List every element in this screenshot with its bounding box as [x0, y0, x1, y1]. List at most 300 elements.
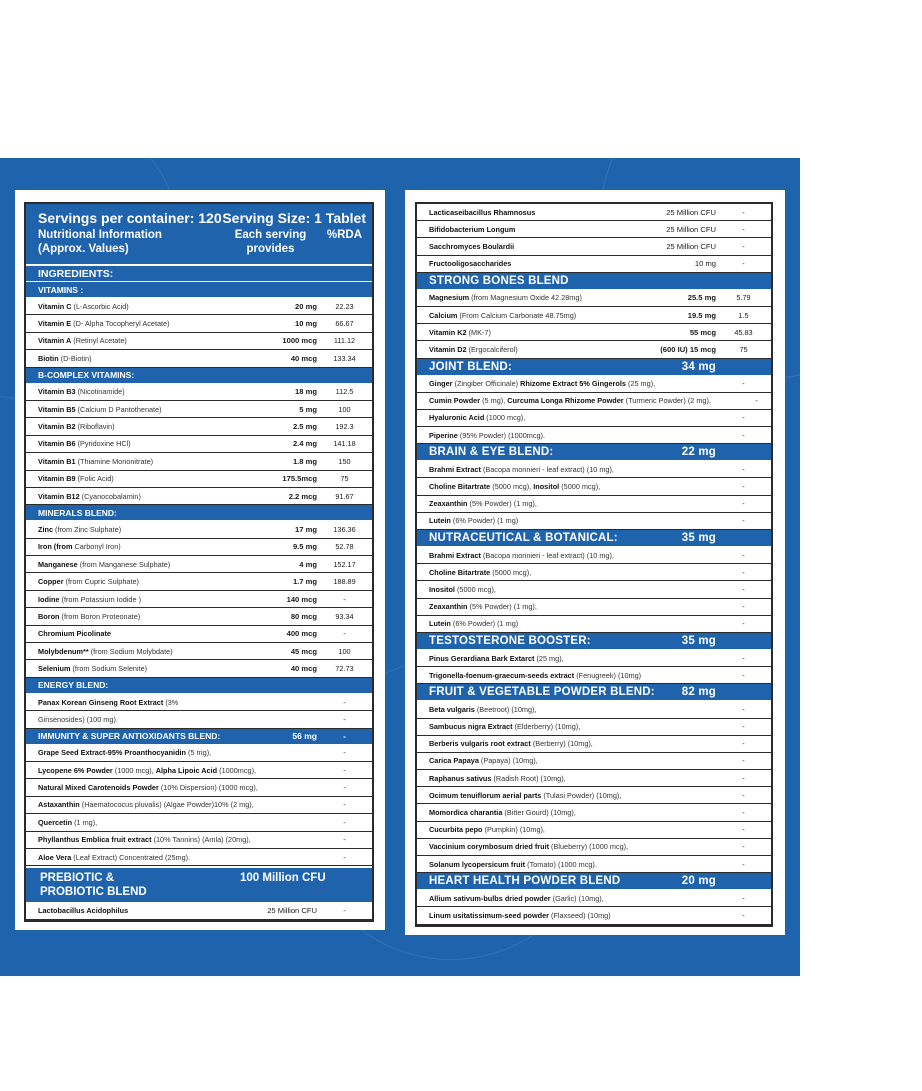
ingredient-name — [429, 396, 711, 405]
rda-value: 188.89 — [333, 577, 356, 587]
table-row — [417, 822, 771, 839]
rda-value: - — [742, 859, 745, 869]
ingredient-bold-text: Vitamin B6 — [38, 439, 76, 449]
rda-value: 75 — [340, 474, 349, 484]
section-heading — [417, 359, 771, 376]
ingredient-name — [38, 647, 257, 656]
ingredient-name — [38, 906, 257, 915]
ingredients-label: INGREDIENTS: — [38, 267, 114, 280]
amount-per-serving: 20 mg — [295, 301, 317, 311]
section-heading — [417, 684, 771, 701]
ingredient-name — [38, 783, 258, 792]
ingredient-bold-text: Quercetin — [38, 817, 73, 827]
rda-value: - — [343, 800, 346, 810]
amount-per-serving: 25 Million CFU — [666, 224, 716, 234]
ingredient-name — [38, 698, 257, 707]
ingredient-bold-text: Piperine — [429, 430, 458, 440]
rda-value: - — [742, 482, 745, 492]
table-row — [417, 890, 771, 907]
ingredient-bold-text: Iodine — [38, 594, 60, 604]
ingredient-name — [429, 242, 656, 251]
table-row — [417, 496, 771, 513]
rda-value: - — [343, 697, 346, 707]
ingredient-detail-text: (from Potassium Iodide ) — [59, 594, 142, 604]
ingredient-bold-text: Vitamin B1 — [38, 456, 76, 466]
ingredient-detail-text: (10% Tannins) (Amla) (20mg), — [151, 835, 251, 845]
ingredient-name — [429, 911, 656, 920]
ingredient-detail-text: (Bitter Gourd) (10mg), — [502, 808, 576, 818]
ingredient-detail-text: (1000 mcg), — [112, 765, 156, 775]
ingredient-detail-text: (Blueberry) (1000 mcg), — [549, 842, 629, 852]
ingredient-name — [38, 715, 257, 724]
provides-label: provides — [246, 243, 295, 255]
each-serving-label: Each serving — [234, 229, 307, 241]
section-title: JOINT BLEND: — [429, 360, 512, 373]
ingredient-bold-text: Vitamin C — [38, 301, 72, 311]
table-row — [26, 573, 372, 590]
ingredient-bold-text: Choline Bitartrate — [429, 482, 491, 492]
rda-value: - — [742, 739, 745, 749]
ingredient-name — [38, 542, 257, 551]
rda-value: 22.23 — [335, 301, 354, 311]
table-row — [26, 779, 372, 796]
ingredient-name — [429, 808, 656, 817]
ingredient-name — [38, 525, 257, 534]
ingredient-name — [38, 835, 257, 844]
table-row — [26, 539, 372, 556]
ingredients-heading — [26, 266, 372, 282]
ingredient-name — [429, 208, 656, 217]
table-row — [417, 376, 771, 393]
ingredient-bold-text: Lycopene 6% Powder — [38, 765, 113, 775]
ingredient-detail-text: (6% Powder) (1 mg) — [450, 619, 519, 629]
amount-per-serving: 9.5 mg — [292, 542, 317, 552]
table-row — [417, 804, 771, 821]
ingredient-detail-text: (10% Dispersion) (1000 mcg), — [158, 783, 258, 793]
ingredient-bold-text: Brahmi Extract — [429, 550, 481, 560]
section-title: BRAIN & EYE BLEND: — [429, 446, 554, 459]
ingredient-detail-text: (Tulasi Powder) (10mg), — [541, 790, 622, 800]
ingredient-name — [429, 894, 656, 903]
table-row — [417, 701, 771, 718]
table-row — [26, 521, 372, 538]
ingredient-name — [429, 739, 656, 748]
ingredient-detail-text: (Flaxseed) (10mg) — [549, 910, 611, 920]
section-amount: 82 mg — [681, 686, 716, 699]
rda-value: - — [343, 783, 346, 793]
ingredient-bold-text: Rhizome Extract 5% Gingerols — [520, 379, 626, 389]
rda-value: - — [742, 756, 745, 766]
ingredient-name — [429, 671, 656, 680]
section-heading — [26, 729, 372, 745]
table-row — [417, 616, 771, 633]
rda-value: - — [343, 748, 346, 758]
ingredient-bold-text: Iron (from — [38, 542, 73, 552]
rda-value: 152.17 — [333, 559, 356, 569]
ingredient-detail-text: (Ergocalciferol) — [466, 344, 518, 354]
table-row — [417, 393, 771, 410]
rda-value: 141.18 — [333, 439, 356, 449]
rda-value: - — [742, 259, 745, 269]
table-row — [417, 599, 771, 616]
rda-value: - — [343, 835, 346, 845]
ingredient-bold-text: Curcuma Longa Rhizome Powder — [507, 396, 624, 406]
section-title: B-COMPLEX VITAMINS: — [38, 370, 135, 381]
ingredient-bold-text: Hyaluronic Acid — [429, 413, 485, 423]
ingredient-name — [429, 551, 656, 560]
ingredient-name — [38, 818, 257, 827]
ingredient-bold-text: Carica Papaya — [429, 756, 479, 766]
table-row — [26, 849, 372, 866]
ingredient-name — [429, 825, 656, 834]
ingredient-bold-text: Molybdenum** — [38, 646, 89, 656]
ingredient-detail-text: (from Zinc Sulphate) — [53, 524, 122, 534]
ingredient-detail-text: (from Magnesium Oxide 42.28mg) — [469, 293, 582, 303]
ingredient-detail-text: (6% Powder) (1 mg) — [450, 516, 519, 526]
rda-value: 91.67 — [335, 491, 354, 501]
table-row — [26, 384, 372, 401]
rda-value: 5.79 — [736, 293, 751, 303]
ingredient-bold-text: Boron — [38, 611, 60, 621]
section-title: VITAMINS : — [38, 284, 84, 295]
table-row — [417, 290, 771, 307]
ingredient-name — [429, 465, 656, 474]
amount-per-serving: 2.4 mg — [292, 439, 317, 449]
rda-value: - — [742, 893, 745, 903]
table-row — [417, 256, 771, 273]
ingredient-bold-text: Linum usitatissimum-seed powder — [429, 910, 550, 920]
ingredient-name — [38, 474, 257, 483]
ingredient-name — [429, 791, 656, 800]
amount-per-serving: 19.5 mg — [687, 310, 716, 320]
title-line-1: PREBIOTIC & — [40, 872, 115, 885]
prebiotic-probiotic-heading — [26, 866, 372, 902]
rda-value: - — [742, 790, 745, 800]
servings-per-container: Servings per container: 120 — [38, 210, 222, 226]
ingredient-name — [429, 705, 656, 714]
ingredient-bold-text: Vitamin K2 — [429, 327, 467, 337]
ingredient-detail-text: (5 mg), — [186, 748, 212, 758]
ingredient-detail-text: (Retinyl Acetate) — [71, 336, 127, 346]
ingredient-bold-text: Ocimum tenuiflorum aerial parts — [429, 790, 542, 800]
ingredient-detail-text: (5 mg), — [480, 396, 508, 406]
rda-value: 150 — [338, 456, 351, 466]
table-row — [417, 478, 771, 495]
ingredient-bold-text: Fructooligosaccharides — [429, 259, 512, 269]
ingredient-detail-text: (Tomato) (1000 mcg). — [525, 859, 597, 869]
ingredient-detail-text: (5000 mcg), — [490, 482, 534, 492]
table-row — [26, 333, 372, 350]
rda-value: - — [742, 842, 745, 852]
table-row — [417, 341, 771, 358]
table-row — [26, 350, 372, 367]
rda-value: - — [742, 430, 745, 440]
ingredient-name — [429, 482, 656, 491]
table-row — [417, 736, 771, 753]
section-amount: 22 mg — [681, 446, 716, 459]
rda-value: - — [742, 619, 745, 629]
ingredient-name — [38, 560, 257, 569]
table-row — [417, 753, 771, 770]
ingredient-detail-text: (Calcium D Pantothenate) — [75, 404, 162, 414]
table-row — [417, 513, 771, 530]
ingredient-name — [38, 629, 257, 638]
table-row — [26, 694, 372, 711]
ingredient-bold-text: Vitamin A — [38, 336, 72, 346]
amount-per-serving: 1000 mcg — [282, 336, 317, 346]
table-row — [417, 238, 771, 255]
section-title: HEART HEALTH POWDER BLEND — [429, 875, 621, 888]
ingredient-detail-text: (1000mcg), — [217, 765, 257, 775]
ingredient-name — [429, 860, 656, 869]
rda-value: 52.78 — [335, 542, 354, 552]
ingredient-bold-text: Trigonella-foenum-graecum-seeds extract — [429, 670, 575, 680]
right-label-card — [405, 190, 785, 935]
ingredient-detail-text: Ginsenosides) (100 mg). — [38, 714, 118, 724]
ingredient-name — [38, 595, 257, 604]
rda-value: - — [742, 808, 745, 818]
ingredient-detail-text: (25 mg), — [625, 379, 656, 389]
rda-value: - — [742, 413, 745, 423]
ingredient-name — [429, 619, 656, 628]
ingredient-bold-text: Vitamin B3 — [38, 387, 76, 397]
rda-value: 112.5 — [335, 387, 354, 397]
section-heading — [26, 282, 372, 298]
table-row — [26, 488, 372, 505]
rda-value: 100 — [338, 404, 351, 414]
ingredient-name — [38, 336, 257, 345]
rda-value: 45.83 — [734, 327, 753, 337]
table-row — [26, 745, 372, 762]
rda-value: - — [742, 379, 745, 389]
ingredient-detail-text: (5000 mcg), — [454, 584, 496, 594]
ingredient-bold-text: Solanum lycopersicum fruit — [429, 859, 526, 869]
rda-value: - — [343, 594, 346, 604]
section-title: MINERALS BLEND: — [38, 507, 117, 518]
rda-value: 100 — [338, 646, 351, 656]
serving-size: Serving Size: 1 Tablet — [222, 210, 366, 226]
table-row — [26, 832, 372, 849]
section-heading — [26, 368, 372, 384]
table-header — [26, 204, 372, 266]
amount-per-serving: 17 mg — [295, 524, 317, 534]
ingredient-detail-text: (from Manganese Sulphate) — [77, 559, 171, 569]
ingredient-name — [429, 568, 656, 577]
ingredient-bold-text: Alpha Lipoic Acid — [155, 765, 218, 775]
amount-per-serving: 1.7 mg — [292, 577, 317, 587]
ingredient-bold-text: Phyllanthus Emblica fruit extract — [38, 835, 152, 845]
ingredient-detail-text: (Pumpkin) (10mg), — [482, 825, 545, 835]
rda-value: 72.73 — [335, 664, 354, 674]
ingredient-bold-text: Beta vulgaris — [429, 704, 475, 714]
rda-header: %RDA — [326, 229, 362, 241]
section-title — [40, 871, 190, 902]
ingredient-bold-text: Zeaxanthin — [429, 602, 468, 612]
amount-per-serving: 55 mcg — [689, 327, 716, 337]
rda-value: - — [742, 567, 745, 577]
rda-value: - — [742, 704, 745, 714]
ingredient-name — [38, 319, 257, 328]
table-row — [26, 401, 372, 418]
rda-value: - — [343, 765, 346, 775]
ingredient-bold-text: Lacticaseibacillus Rhamnosus — [429, 207, 536, 217]
ingredient-name — [429, 722, 656, 731]
ingredient-bold-text: Magnesium — [429, 293, 470, 303]
ingredient-bold-text: Choline Bitartrate — [429, 567, 491, 577]
table-row — [417, 564, 771, 581]
ingredient-detail-text: (1 mg), — [72, 817, 98, 827]
section-heading — [417, 633, 771, 650]
table-row — [26, 643, 372, 660]
ingredient-bold-text: Sambucus nigra Extract — [429, 722, 513, 732]
rda-value: 75 — [739, 344, 748, 354]
table-row — [417, 204, 771, 221]
amount-per-serving: 10 mg — [694, 259, 716, 269]
table-row — [417, 221, 771, 238]
rda-value: - — [742, 207, 745, 217]
section-rda: - — [343, 731, 346, 742]
ingredient-bold-text: Cucurbita pepo — [429, 825, 483, 835]
ingredient-name — [429, 585, 656, 594]
ingredient-detail-text: (D-Biotin) — [58, 353, 92, 363]
ingredient-detail-text: (Zingiber Officinale) — [452, 379, 521, 389]
rda-value: 192.3 — [335, 422, 354, 432]
table-row — [417, 650, 771, 667]
table-row — [417, 547, 771, 564]
ingredient-name — [38, 302, 257, 311]
table-row — [417, 787, 771, 804]
ingredient-name — [429, 328, 656, 337]
amount-per-serving: 45 mcg — [290, 646, 317, 656]
rda-value: - — [742, 653, 745, 663]
ingredient-name — [429, 259, 656, 268]
rda-value: - — [742, 224, 745, 234]
ingredient-detail-text: (Folic Acid) — [75, 474, 114, 484]
ingredient-detail-text: (Beetroot) (10mg), — [474, 704, 537, 714]
ingredient-bold-text: Bifidobacterium Longum — [429, 224, 516, 234]
ingredient-bold-text: Brahmi Extract — [429, 464, 481, 474]
ingredient-detail-text: (Fenugreek) (10mg) — [574, 670, 642, 680]
table-row — [417, 719, 771, 736]
table-row — [26, 315, 372, 332]
ingredient-bold-text: Copper — [38, 577, 64, 587]
amount-per-serving: 40 mcg — [290, 664, 317, 674]
ingredient-detail-text: (from Sodium Molybdate) — [88, 646, 173, 656]
ingredient-bold-text: Lutein — [429, 619, 451, 629]
ingredient-name — [429, 345, 656, 354]
ingredient-bold-text: Manganese — [38, 559, 78, 569]
rda-value: - — [742, 241, 745, 251]
table-row — [417, 770, 771, 787]
table-row — [26, 711, 372, 728]
rda-value: - — [742, 910, 745, 920]
ingredient-detail-text: (MK-7) — [466, 327, 491, 337]
ingredient-bold-text: Vitamin B5 — [38, 404, 76, 414]
table-row — [417, 856, 771, 873]
ingredient-bold-text: Lutein — [429, 516, 451, 526]
section-amount: 56 mg — [292, 731, 317, 742]
ingredient-name — [429, 756, 656, 765]
section-amount: 35 mg — [681, 634, 716, 647]
table-row — [26, 591, 372, 608]
left-nutrition-table — [24, 202, 374, 922]
ingredient-detail-text: (L-Ascorbic Acid) — [71, 301, 129, 311]
table-row — [26, 418, 372, 435]
table-row — [417, 410, 771, 427]
ingredient-detail-text: (Leaf Extract) Concentrated (25mg). — [71, 852, 191, 862]
section-heading — [417, 444, 771, 461]
amount-per-serving: 25.5 mg — [687, 293, 716, 303]
rda-value: - — [742, 499, 745, 509]
ingredient-bold-text: Aloe Vera — [38, 852, 72, 862]
table-row — [26, 608, 372, 625]
table-row — [26, 660, 372, 677]
ingredient-bold-text: Ginger — [429, 379, 453, 389]
ingredient-name — [429, 311, 656, 320]
ingredient-detail-text: (D- Alpha Tocopheryl Acetate) — [71, 319, 170, 329]
ingredient-name — [38, 800, 257, 809]
ingredient-name — [429, 499, 656, 508]
ingredient-bold-text: Biotin — [38, 353, 59, 363]
section-title: NUTRACEUTICAL & BOTANICAL: — [429, 532, 618, 544]
amount-per-serving: 25 Million CFU — [267, 906, 317, 916]
ingredient-bold-text: Natural Mixed Carotenoids Powder — [38, 783, 159, 793]
ingredient-bold-text: Raphanus sativus — [429, 773, 492, 783]
ingredient-detail-text: (Haematococus pluvalis) (Algae Powder)10% (2 mg), — [79, 800, 254, 810]
section-title: FRUIT & VEGETABLE POWDER BLEND: — [429, 686, 655, 699]
amount-per-serving: 40 mcg — [290, 353, 317, 363]
ingredient-name — [429, 225, 656, 234]
rda-value: - — [742, 670, 745, 680]
ingredient-bold-text: Panax Korean Ginseng Root Extract — [38, 697, 164, 707]
ingredient-detail-text: (5% Powder) (1 mg), — [467, 499, 537, 509]
ingredient-bold-text: Pinus Gerardiana Bark Extarct — [429, 653, 535, 663]
ingredient-name — [38, 664, 257, 673]
rda-value: - — [343, 817, 346, 827]
rda-value: 111.12 — [333, 336, 356, 346]
rda-value: 133.34 — [333, 353, 356, 363]
ingredient-detail-text: (Berberry) (10mg), — [530, 739, 593, 749]
section-title: IMMUNITY & SUPER ANTIOXIDANTS BLEND: — [38, 731, 221, 742]
rda-value: - — [742, 825, 745, 835]
ingredient-detail-text: (Bacopa monnieri - leaf extract) (10 mg), — [480, 550, 614, 560]
ingredient-detail-text: (Riboflavin) — [75, 422, 115, 432]
ingredient-name — [429, 293, 656, 302]
ingredient-detail-text: (From Calcium Carbonate 48.75mg) — [457, 310, 577, 320]
amount-per-serving: 25 Million CFU — [666, 241, 716, 251]
ingredient-bold-text: Vitamin B9 — [38, 474, 76, 484]
ingredient-name — [429, 602, 656, 611]
amount-per-serving: 400 mcg — [286, 629, 317, 639]
ingredient-detail-text: (Turmeric Powder) (2 mg), — [623, 396, 711, 406]
amount-per-serving: 5 mg — [299, 404, 317, 414]
ingredient-detail-text: (Nicotinamide) — [75, 387, 125, 397]
section-heading — [417, 530, 771, 547]
ingredient-detail-text: (Thiamine Mononitrate) — [75, 456, 154, 466]
table-row — [26, 626, 372, 643]
amount-per-serving: 10 mg — [295, 319, 317, 329]
ingredient-name — [38, 457, 257, 466]
amount-per-serving: 2.5 mg — [292, 422, 317, 432]
table-row — [26, 298, 372, 315]
ingredient-detail-text: (Cyanocobalamin) — [79, 491, 141, 501]
amount-per-serving: 80 mcg — [290, 611, 317, 621]
ingredient-bold-text: Inositol — [533, 482, 560, 492]
title-line-2: PROBIOTIC BLEND — [40, 886, 147, 899]
ingredient-bold-text: Vaccinium corymbosum dried fruit — [429, 842, 550, 852]
ingredient-detail-text: (5000 mcg), — [559, 482, 601, 492]
left-sections — [26, 282, 372, 920]
